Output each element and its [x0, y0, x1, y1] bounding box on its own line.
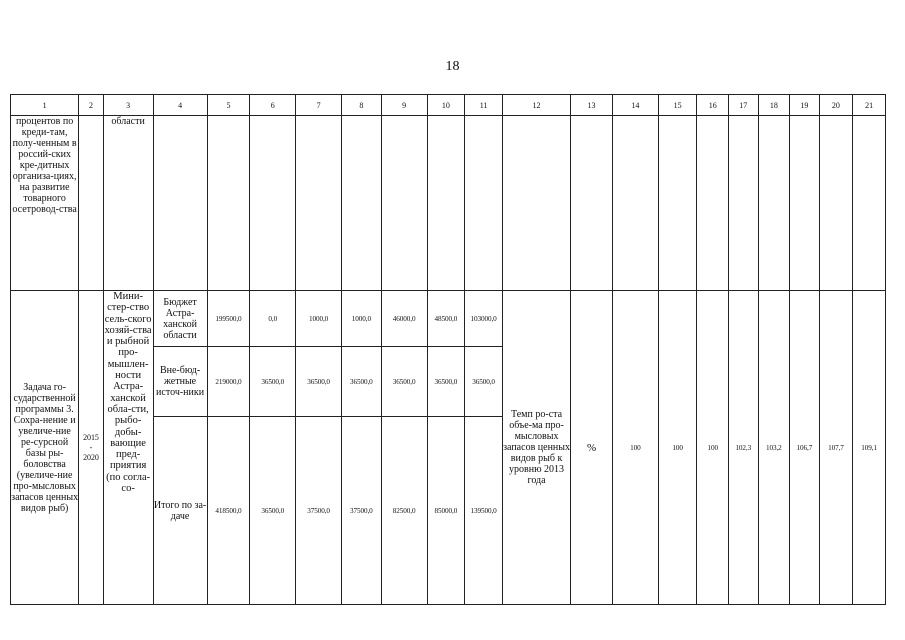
amount-cell: 82500,0 — [381, 417, 427, 605]
column-number: 14 — [612, 95, 658, 116]
executor-cell: области — [103, 116, 153, 291]
amount-cell: 36500,0 — [250, 417, 296, 605]
column-number: 20 — [819, 95, 853, 116]
target-value-cell: 109,1 — [853, 291, 886, 605]
amount-cell: 37500,0 — [296, 417, 342, 605]
column-number: 6 — [250, 95, 296, 116]
table-row-regional-budget — [11, 291, 886, 347]
amount-cell: 139500,0 — [465, 417, 503, 605]
column-number: 9 — [381, 95, 427, 116]
column-number: 12 — [502, 95, 570, 116]
amount-cell: 36500,0 — [465, 347, 503, 417]
column-number: 11 — [465, 95, 503, 116]
executor-cell: Мини-стер-ство сель-ского хозяй-ства и рыбной про-мышлен-ности Астра-ханской обла-сти, рыбо-добы-вающие пред-приятия (по согла-со- — [103, 291, 153, 605]
column-number: 4 — [153, 95, 207, 116]
column-number: 10 — [427, 95, 465, 116]
column-number: 8 — [342, 95, 382, 116]
column-number: 5 — [207, 95, 250, 116]
column-number: 15 — [658, 95, 697, 116]
indicator-cell: Темп ро-ста объе-ма про-мысловых запасов ценных видов рыб к уровню 2013 года — [502, 291, 570, 605]
amount-cell: 36500,0 — [427, 347, 465, 417]
amount-cell: 48500,0 — [427, 291, 465, 347]
column-number: 16 — [697, 95, 729, 116]
funding-source-cell: Вне-бюд-жетные источ-ники — [153, 347, 207, 417]
target-value-cell: 102,3 — [729, 291, 759, 605]
column-number: 13 — [571, 95, 613, 116]
task-description-cell: Задача го-сударственной программы 3. Сохра-нение и увеличе-ние ре-сурсной базы ры-боловства (увеличе-ние про-мысловых запасов ценных видов рыб) — [11, 291, 79, 605]
amount-cell: 1000,0 — [342, 291, 382, 347]
amount-cell: 36500,0 — [381, 347, 427, 417]
measure-description-cell: процентов по креди-там, полу-ченным в россий-ских кре-дитных организа-циях, на развитие товарного осетровод-ства — [11, 116, 79, 291]
period-end: 2020 — [83, 452, 99, 462]
column-number: 18 — [758, 95, 790, 116]
funding-source-cell: Итого по за-даче — [153, 417, 207, 605]
column-number: 21 — [853, 95, 886, 116]
table-row-continuation — [11, 116, 886, 291]
column-number: 17 — [729, 95, 759, 116]
column-number: 2 — [79, 95, 103, 116]
column-number: 1 — [11, 95, 79, 116]
target-value-cell: 100 — [658, 291, 697, 605]
target-value-cell: 100 — [697, 291, 729, 605]
page-number: 18 — [445, 59, 460, 74]
target-value-cell: 100 — [612, 291, 658, 605]
column-number-row — [11, 95, 886, 116]
column-number: 7 — [296, 95, 342, 116]
amount-cell: 36500,0 — [296, 347, 342, 417]
period-cell — [79, 291, 103, 605]
amount-cell: 0,0 — [250, 291, 296, 347]
target-value-cell: 107,7 — [819, 291, 853, 605]
amount-cell: 36500,0 — [342, 347, 382, 417]
amount-cell: 219000,0 — [207, 347, 250, 417]
amount-cell: 36500,0 — [250, 347, 296, 417]
unit-cell: % — [571, 291, 613, 605]
period-dash: - — [89, 442, 93, 452]
column-number: 19 — [790, 95, 820, 116]
amount-cell: 37500,0 — [342, 417, 382, 605]
target-value-cell: 103,2 — [758, 291, 790, 605]
amount-cell: 199500,0 — [207, 291, 250, 347]
period-start: 2015 — [83, 432, 99, 442]
amount-cell: 85000,0 — [427, 417, 465, 605]
program-table — [10, 94, 886, 605]
amount-cell: 1000,0 — [296, 291, 342, 347]
amount-cell: 46000,0 — [381, 291, 427, 347]
target-value-cell: 106,7 — [790, 291, 820, 605]
amount-cell: 103000,0 — [465, 291, 503, 347]
column-number: 3 — [103, 95, 153, 116]
amount-cell: 418500,0 — [207, 417, 250, 605]
funding-source-cell: Бюджет Астра-ханской области — [153, 291, 207, 347]
